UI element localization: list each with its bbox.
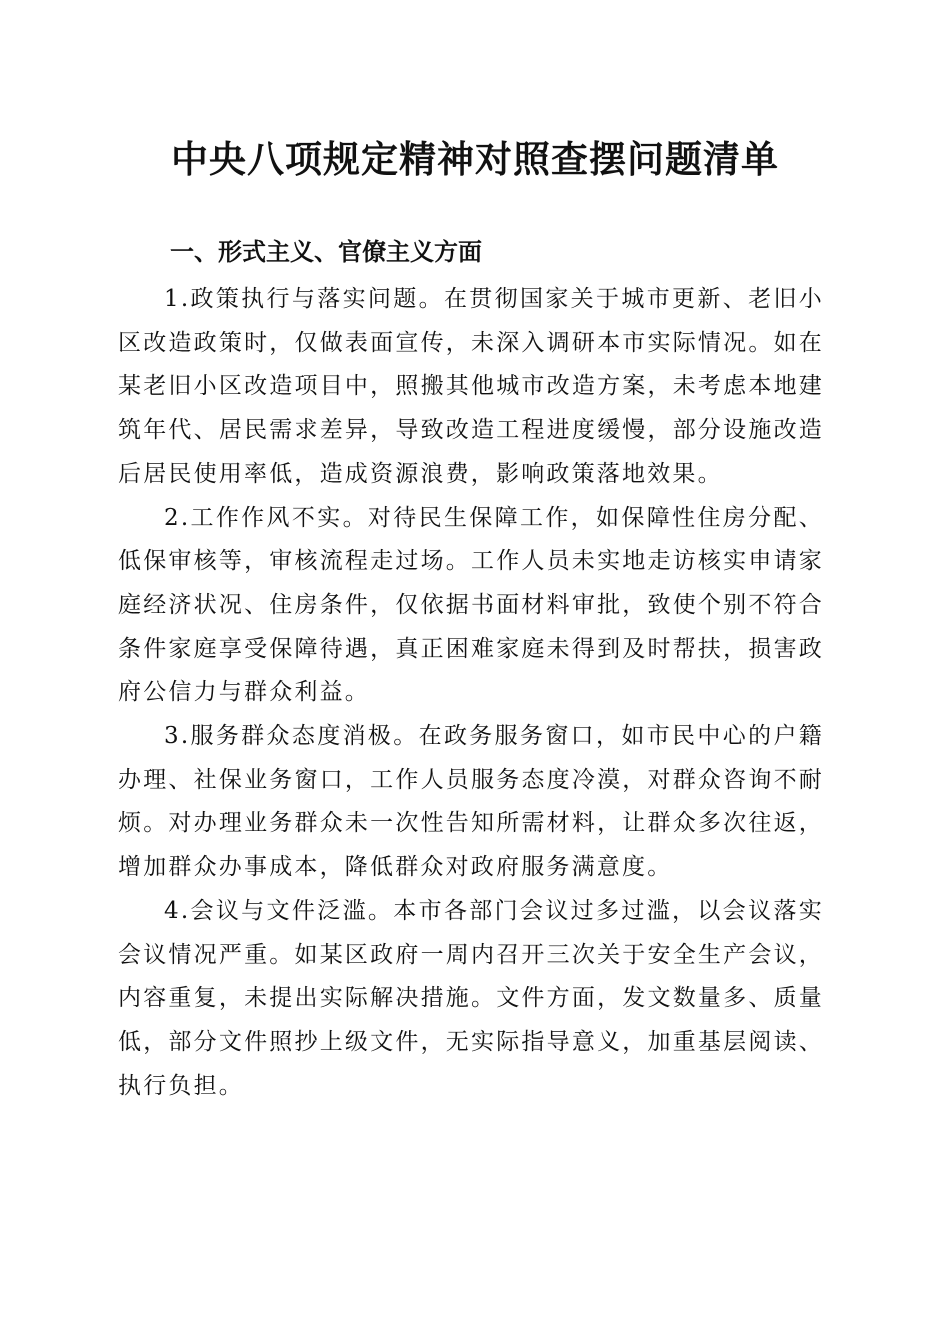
document-body [118,278,824,1108]
document-title: 中央八项规定精神对照查摆问题清单 [171,137,779,181]
section-heading: 一、形式主义、官僚主义方面 [170,238,482,266]
paragraph-policy-execution: 1.政策执行与落实问题。在贯彻国家关于城市更新、老旧小区改造政策时，仅做表面宣传，未深入调研本市实际情况。如在某老旧小区改造项目中，照搬其他城市改造方案，未考虑本地建筑年代、居民需求差异，导致改造工程进度缓慢，部分设施改造后居民使用率低，造成资源浪费，影响政策落地效果。 [118,286,824,487]
paragraph-work-style: 2.工作作风不实。对待民生保障工作，如保障性住房分配、低保审核等，审核流程走过场。工作人员未实地走访核实申请家庭经济状况、住房条件，仅依据书面材料审批，致使个别不符合条件家庭享受保障待遇，真正困难家庭未得到及时帮扶，损害政府公信力与群众利益。 [118,504,824,706]
paragraph-service-attitude: 3.服务群众态度消极。在政务服务窗口，如市民中心的户籍办理、社保业务窗口，工作人员服务态度冷漠，对群众咨询不耐烦。对办理业务群众未一次性告知所需材料，让群众多次往返，增加群众办事成本，降低群众对政府服务满意度。 [118,723,824,881]
paragraph-meetings-documents: 4.会议与文件泛滥。本市各部门会议过多过滥，以会议落实会议情况严重。如某区政府一周内召开三次关于安全生产会议，内容重复，未提出实际解决措施。文件方面，发文数量多、质量低，部分文件照抄上级文件，无实际指导意义，加重基层阅读、执行负担。 [118,897,824,1099]
